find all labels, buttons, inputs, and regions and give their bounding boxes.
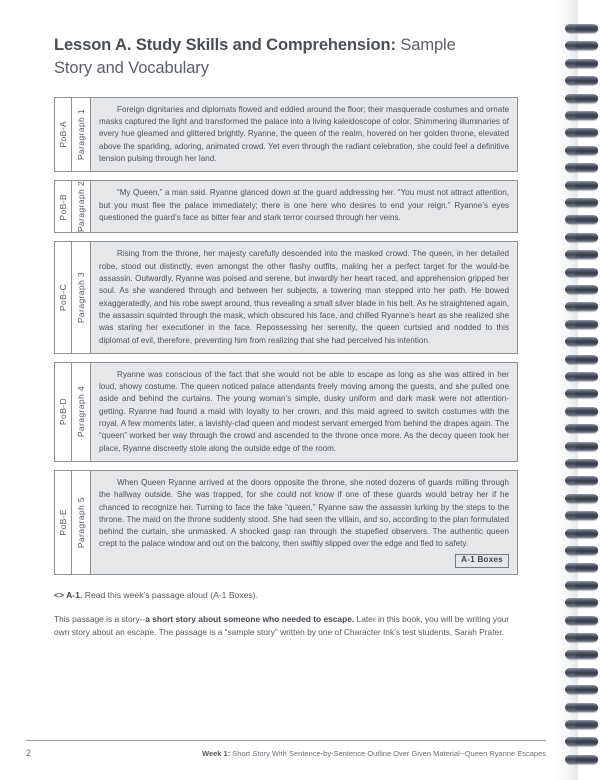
spiral-coil [566,424,598,433]
spiral-coil [566,459,598,468]
spiral-coil [566,198,598,207]
spiral-coil [566,442,598,451]
pob-label-cell [55,98,72,171]
footer-row [26,748,546,758]
spiral-coil [566,581,598,590]
page-number: 2 [26,748,32,758]
passage-note-lead: This passage is a story-- [54,613,146,624]
page-title-rest: Sample Story and Vocabulary [54,36,456,78]
pob-label: PoB-E [58,508,68,536]
spiral-coil [566,320,598,329]
spiral-coil [566,598,598,607]
spiral-coil [566,233,598,242]
spiral-coil [566,111,598,120]
spiral-coil [566,355,598,364]
pob-label-cell [55,471,72,574]
paragraph-label-cell [72,363,91,461]
paragraph-box-list [28,97,528,575]
pob-label: PoB-B [58,193,68,221]
spiral-coil [566,163,598,172]
footer-title-bold: Week 1: [202,749,231,758]
paragraph-text-cell [91,363,517,461]
notes-section [28,589,528,640]
paragraph-box [54,362,518,462]
paragraph-label-cell [72,98,91,171]
paragraph-text: Rising from the throne, her majesty carefully descended into the masked crowd. The queen, in her detailed robe, stood out distinctly, even amongst the other flashy outfits, making her a perfect target for the would-be assassin. Outwardly, Ryanne was poised and serene, but inwardly her heart raced, and apprehension gripped her soul. As she wandered through and between her subjects, a towering man stepped into her path. He bowed exaggeratedly, and his robe swept around, thus revealing a small silver blade in his belt. As he straightened again, the assassin squinted through the mask, which obscured his face, and chilled Ryanne’s heart as she realized she was staring her executioner in the face. Repossessing her serenity, the queen curtsied and nodded to this diplomat of evil, therefore, preventing him from realizing that she had perceived his intention. [99,249,509,345]
page-footer [0,740,560,758]
paragraph-label: Paragraph 4 [76,386,86,438]
paragraph-text-cell [91,471,517,574]
spiral-coil [566,76,598,85]
pob-label: PoB-D [58,398,68,426]
paragraph-text-cell [91,242,517,352]
spiral-coil [566,529,598,538]
spiral-coil [566,650,598,659]
spiral-coil [566,546,598,555]
spiral-coil [566,703,598,712]
paragraph-box [54,241,518,353]
paragraph-label: Paragraph 5 [76,496,86,548]
instruction-line [54,589,514,602]
spiral-coil [566,511,598,520]
paragraph-text: When Queen Ryanne arrived at the doors opposite the throne, she noted dozens of guards milling through the hallway outside. She was trapped, for she could not know if one of these guards would betray her if he chanced to recognize her. Turning to face the fake “queen,” Ryanne saw the assassin lurking by the steps to the throne. The maid on the throne suddenly stood. She had seen the villain, and so, according to the plan formulated behind the curtain, she unmasked. A shocked gasp ran through the stupefied observers. The authentic queen crept to the palace window and out on the balcony, then swiftly slipped over the edge and fled to safety. [99,477,509,549]
spiral-coil [566,181,598,190]
paragraph-text: Foreign dignitaries and diplomats flowed and eddied around the floor; their masquerade costumes and ornate masks captured the light and transformed the palace into a living kaleidoscope of color. Shimmering illuminaries of every hue gleamed and glittered brightly. Ryanne, the queen of the realm, hovered on her golden throne, elevated above the sparkling, adoring, animated crowd. Yet even through the radiant celebration, she could feel a definitive tension pulsing through her land. [99,104,509,164]
spiral-binding [554,0,600,780]
spiral-coil [566,737,598,746]
spiral-coil [566,668,598,677]
paragraph-box [54,470,518,575]
spiral-coil [566,494,598,503]
paragraph-text: Ryanne was conscious of the fact that she would not be able to escape as long as she was attired in her loud, showy costume. The queen noticed palace attendants freely moving among the guests, and she pulled one aside and behind the curtains. The young woman’s simple, dusky uniform and dark mask were not attention-getting. Ryanne had found a maid with loyalty to her crown, and this maid agreed to switch costumes with the royal. A few moments later, a lavishly-clad queen and modest servant emerged from behind the drapes again. The “queen” worked her way through the crowd and ascended to the throne once more. As the decoy queen took her place, Ryanne discreetly stole along the outside edge of the room. [99,369,509,453]
footer-title-rest: Short Story With Sentence-by-Sentence Outline Over Given Material--Queen Ryanne Escapes [230,749,546,758]
paragraph-label: Paragraph 3 [76,272,86,324]
passage-note-rest: Later in this book, you will be writing your own story about an escape. The passage is a “sample story” written by one of Character Ink’s test students, Sarah Prater. [54,613,510,638]
spiral-coil [566,268,598,277]
paragraph-label-cell [72,242,91,352]
paragraph-text-cell [91,98,517,171]
footer-title [31,749,546,758]
spiral-coil [566,407,598,416]
spiral-coil [566,563,598,572]
page-title [28,0,528,81]
spiral-coil [566,476,598,485]
pob-label-cell [55,242,72,352]
spiral-coil [566,389,598,398]
spiral-coil [566,146,598,155]
paragraph-label: Paragraph 1 [76,109,86,161]
spiral-coil [566,94,598,103]
paragraph-text-cell [91,181,517,232]
spiral-coil [566,59,598,68]
pob-label-cell [55,181,72,232]
spiral-coil [566,215,598,224]
a1-boxes-badge: A-1 Boxes [455,554,509,568]
page-title-bold: Lesson A. Study Skills and Comprehension: [54,36,396,54]
spiral-coil [566,128,598,137]
passage-note [54,613,514,640]
spiral-coil [566,285,598,294]
pob-label-cell [55,363,72,461]
instruction-marker: <> A-1. [54,589,83,600]
spiral-coil [566,41,598,50]
pob-label: PoB-A [58,121,68,148]
spiral-coil [566,720,598,729]
paragraph-box [54,97,518,172]
footer-divider [26,740,546,741]
spiral-coil [566,337,598,346]
instruction-text: Read this week’s passage aloud (A-1 Boxes). [82,589,258,600]
spiral-coil [566,372,598,381]
spiral-coil [566,24,598,33]
pob-label: PoB-C [58,284,68,312]
paragraph-label: Paragraph 2 [76,181,86,233]
spiral-coil [566,250,598,259]
paragraph-label-cell [72,181,91,232]
spiral-coil [566,302,598,311]
paragraph-text: “My Queen,” a man said. Ryanne glanced down at the guard addressing her. “You must not attract attention, but you must flee the palace immediately; there is one here who desires to end your reign.” Ryanne’s eyes questioned the guard’s face as bitter fear and stark terror coursed through her veins. [99,188,509,222]
passage-note-bold: a short story about someone who needed to escape. [145,613,355,624]
spiral-coil [566,633,598,642]
paragraph-label-cell [72,471,91,574]
spiral-coil [566,685,598,694]
paragraph-box [54,180,518,233]
spiral-coil [566,755,598,764]
spiral-coil [566,616,598,625]
